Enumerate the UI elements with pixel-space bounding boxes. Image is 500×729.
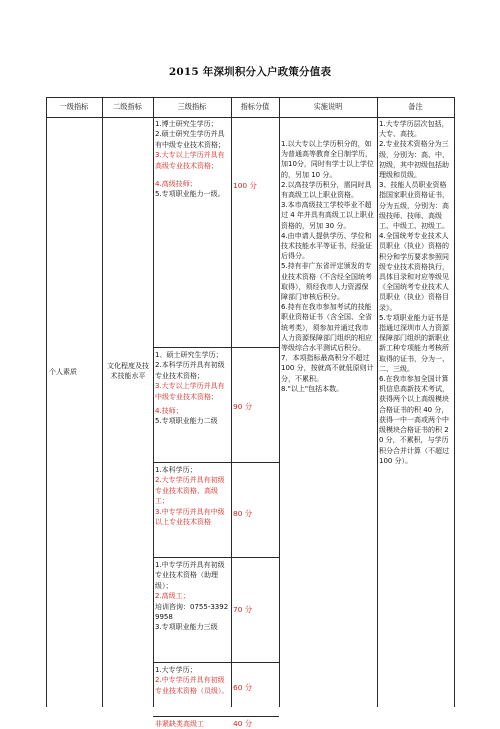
note-item: 2.以高技学历积分，需同时具有高级工以上职业资格。 <box>281 180 372 200</box>
list-item: 5.专项职业能力一级。 <box>155 190 225 199</box>
header-remarks: 备注 <box>408 102 423 111</box>
col-border-2 <box>153 97 154 707</box>
list-item: 2.高级工； <box>155 592 190 601</box>
score-table <box>46 97 455 728</box>
remark-item: 3、技能人员职业资格指国家职业资格证书，分为五级，分别为：高级技师、技师、高级工、中级工、初级工。 <box>379 181 449 231</box>
note-item: 3.本市高级技工学校毕业不超过 4 年并具有高级工以上职业资格的，另加 30 分。 <box>281 201 374 230</box>
note-item: 6.持有在我市参加考试的技能职业资格证书（含全国、全省统考类），须参加并通过我市人力资源保障部门组织的相应等级综合水平测试后积分。 <box>281 303 372 353</box>
level2-label: 文化程度及技术技能水平 <box>107 362 149 381</box>
col-border-3 <box>231 97 232 707</box>
level1-label: 个人素质 <box>49 368 77 376</box>
list-item: 1.本科学历； <box>155 466 197 474</box>
list-item: 4.技师； <box>155 407 183 416</box>
level3-group-4 <box>155 560 229 633</box>
list-item: 3.专项职业能力三级 <box>155 623 218 632</box>
col-border-4 <box>279 97 280 707</box>
list-item: 3.中专学历并具有中级以上专业技术资格 <box>155 507 225 527</box>
col-border-0 <box>46 97 47 707</box>
note-item: 7．本项指标最高积分不超过 100 分，按就高不就低原则计分，不累积。 <box>281 354 374 383</box>
group-divider-5 <box>153 716 279 717</box>
list-item: 3.大专以上学历并具有中级专业技术资格； <box>155 382 225 401</box>
list-item: 5.专项职业能力二级 <box>155 417 218 426</box>
list-item: 2.中专学历并具有初级专业技术资格（员级）。 <box>155 676 229 695</box>
score-group-2: 90 分 <box>233 402 253 411</box>
col-border-5 <box>377 97 378 707</box>
score-group-4: 70 分 <box>233 605 253 614</box>
header-level2: 二级指标 <box>113 102 142 111</box>
list-item: 1.博士研究生学历； <box>155 120 218 128</box>
note-item: 8."以上"包括本数。 <box>281 384 344 393</box>
implementation-notes <box>281 139 375 394</box>
col-border-6 <box>454 97 455 707</box>
list-item: 培训咨询：0755-33929958 <box>155 602 229 622</box>
remark-item: 5.专项职业能力证书是指通过深圳市人力资源保障部门组织的新职业新工种专项能力考核所取得的证书，分为一、二、三级。 <box>379 313 449 373</box>
level3-group-3 <box>155 465 229 527</box>
list-item: 1.大专学历； <box>155 666 197 674</box>
remark-item: 1.大专学历层次包括，大专、高技。 <box>379 120 449 139</box>
remark-item: 2.专业技术资格分为三级，分别为：高、中、初级，其中初级包括助理级和员级。 <box>379 140 449 180</box>
group-divider-2 <box>153 462 279 463</box>
group-divider-4 <box>153 662 279 663</box>
group-divider-1 <box>153 347 279 348</box>
remark-item: 6.在我市参加全国计算机信息高新技术考试，获得两个以上高级模块合格证书的积 40 分，获得一中一高或两个中级模块合格证书的积 20 分，不累积，与学历积分合并计算（不超过 100 分）。 <box>379 375 449 465</box>
level3-group-2 <box>155 350 229 427</box>
note-item: 5.持有非广东省评定颁发的专业技术资格（不含经全国统考取得），须经我市人力资源保障部门审核后积分。 <box>281 262 372 302</box>
list-item: 1、硕士研究生学历； <box>155 351 223 359</box>
score-group-3: 80 分 <box>233 509 253 518</box>
level3-group-5 <box>155 665 229 696</box>
header-notes: 实施说明 <box>313 102 343 111</box>
list-item: 4.高级技师； <box>155 180 197 189</box>
header-score: 指标分值 <box>240 102 270 111</box>
header-bottom-border <box>46 117 455 118</box>
list-item: 2.本科学历并具有初级专业技术资格； <box>155 361 225 380</box>
list-item: 1.中专学历并具有初级专业技术资格（助理级）； <box>155 561 225 590</box>
score-group-6: 40 分 <box>233 719 253 728</box>
group-divider-3 <box>153 557 279 558</box>
remarks <box>379 119 453 466</box>
list-item: 2.大专学历并具有初级专业技术资格、高级工； <box>155 476 225 506</box>
score-group-5: 60 分 <box>233 683 253 692</box>
page-title: 2015 年深圳积分入户政策分值表 <box>168 66 332 78</box>
list-item: 3.大专以上学历并具有高级专业技术资格； <box>155 151 225 170</box>
list-item: 2.硕士研究生学历并具有中级专业技术资格； <box>155 130 225 149</box>
level3-group-1 <box>155 119 229 200</box>
header-level1: 一级指标 <box>59 102 89 111</box>
note-item: 4.由申请人提供学历、学位和技术技能水平等证书，经验证后得分。 <box>281 231 372 261</box>
remark-item: 4.全国统考专业技术人员职业（执业）资格的积分和学历要求参照同级专业技术资格执行，具体目录和对应等级见《全国统考专业技术人员职业（执业）资格目录》。 <box>379 232 449 312</box>
level3-group-6: 非紧缺类高级工 <box>155 720 204 728</box>
score-group-1: 100 分 <box>233 181 257 190</box>
header-level3: 三级指标 <box>177 102 207 111</box>
col-border-1 <box>102 97 103 707</box>
note-item: 1.以大专以上学历积分的，如为普通高等教育全日制学历，加10分，同时有学士以上学位的，另加 10 分。 <box>281 140 374 179</box>
